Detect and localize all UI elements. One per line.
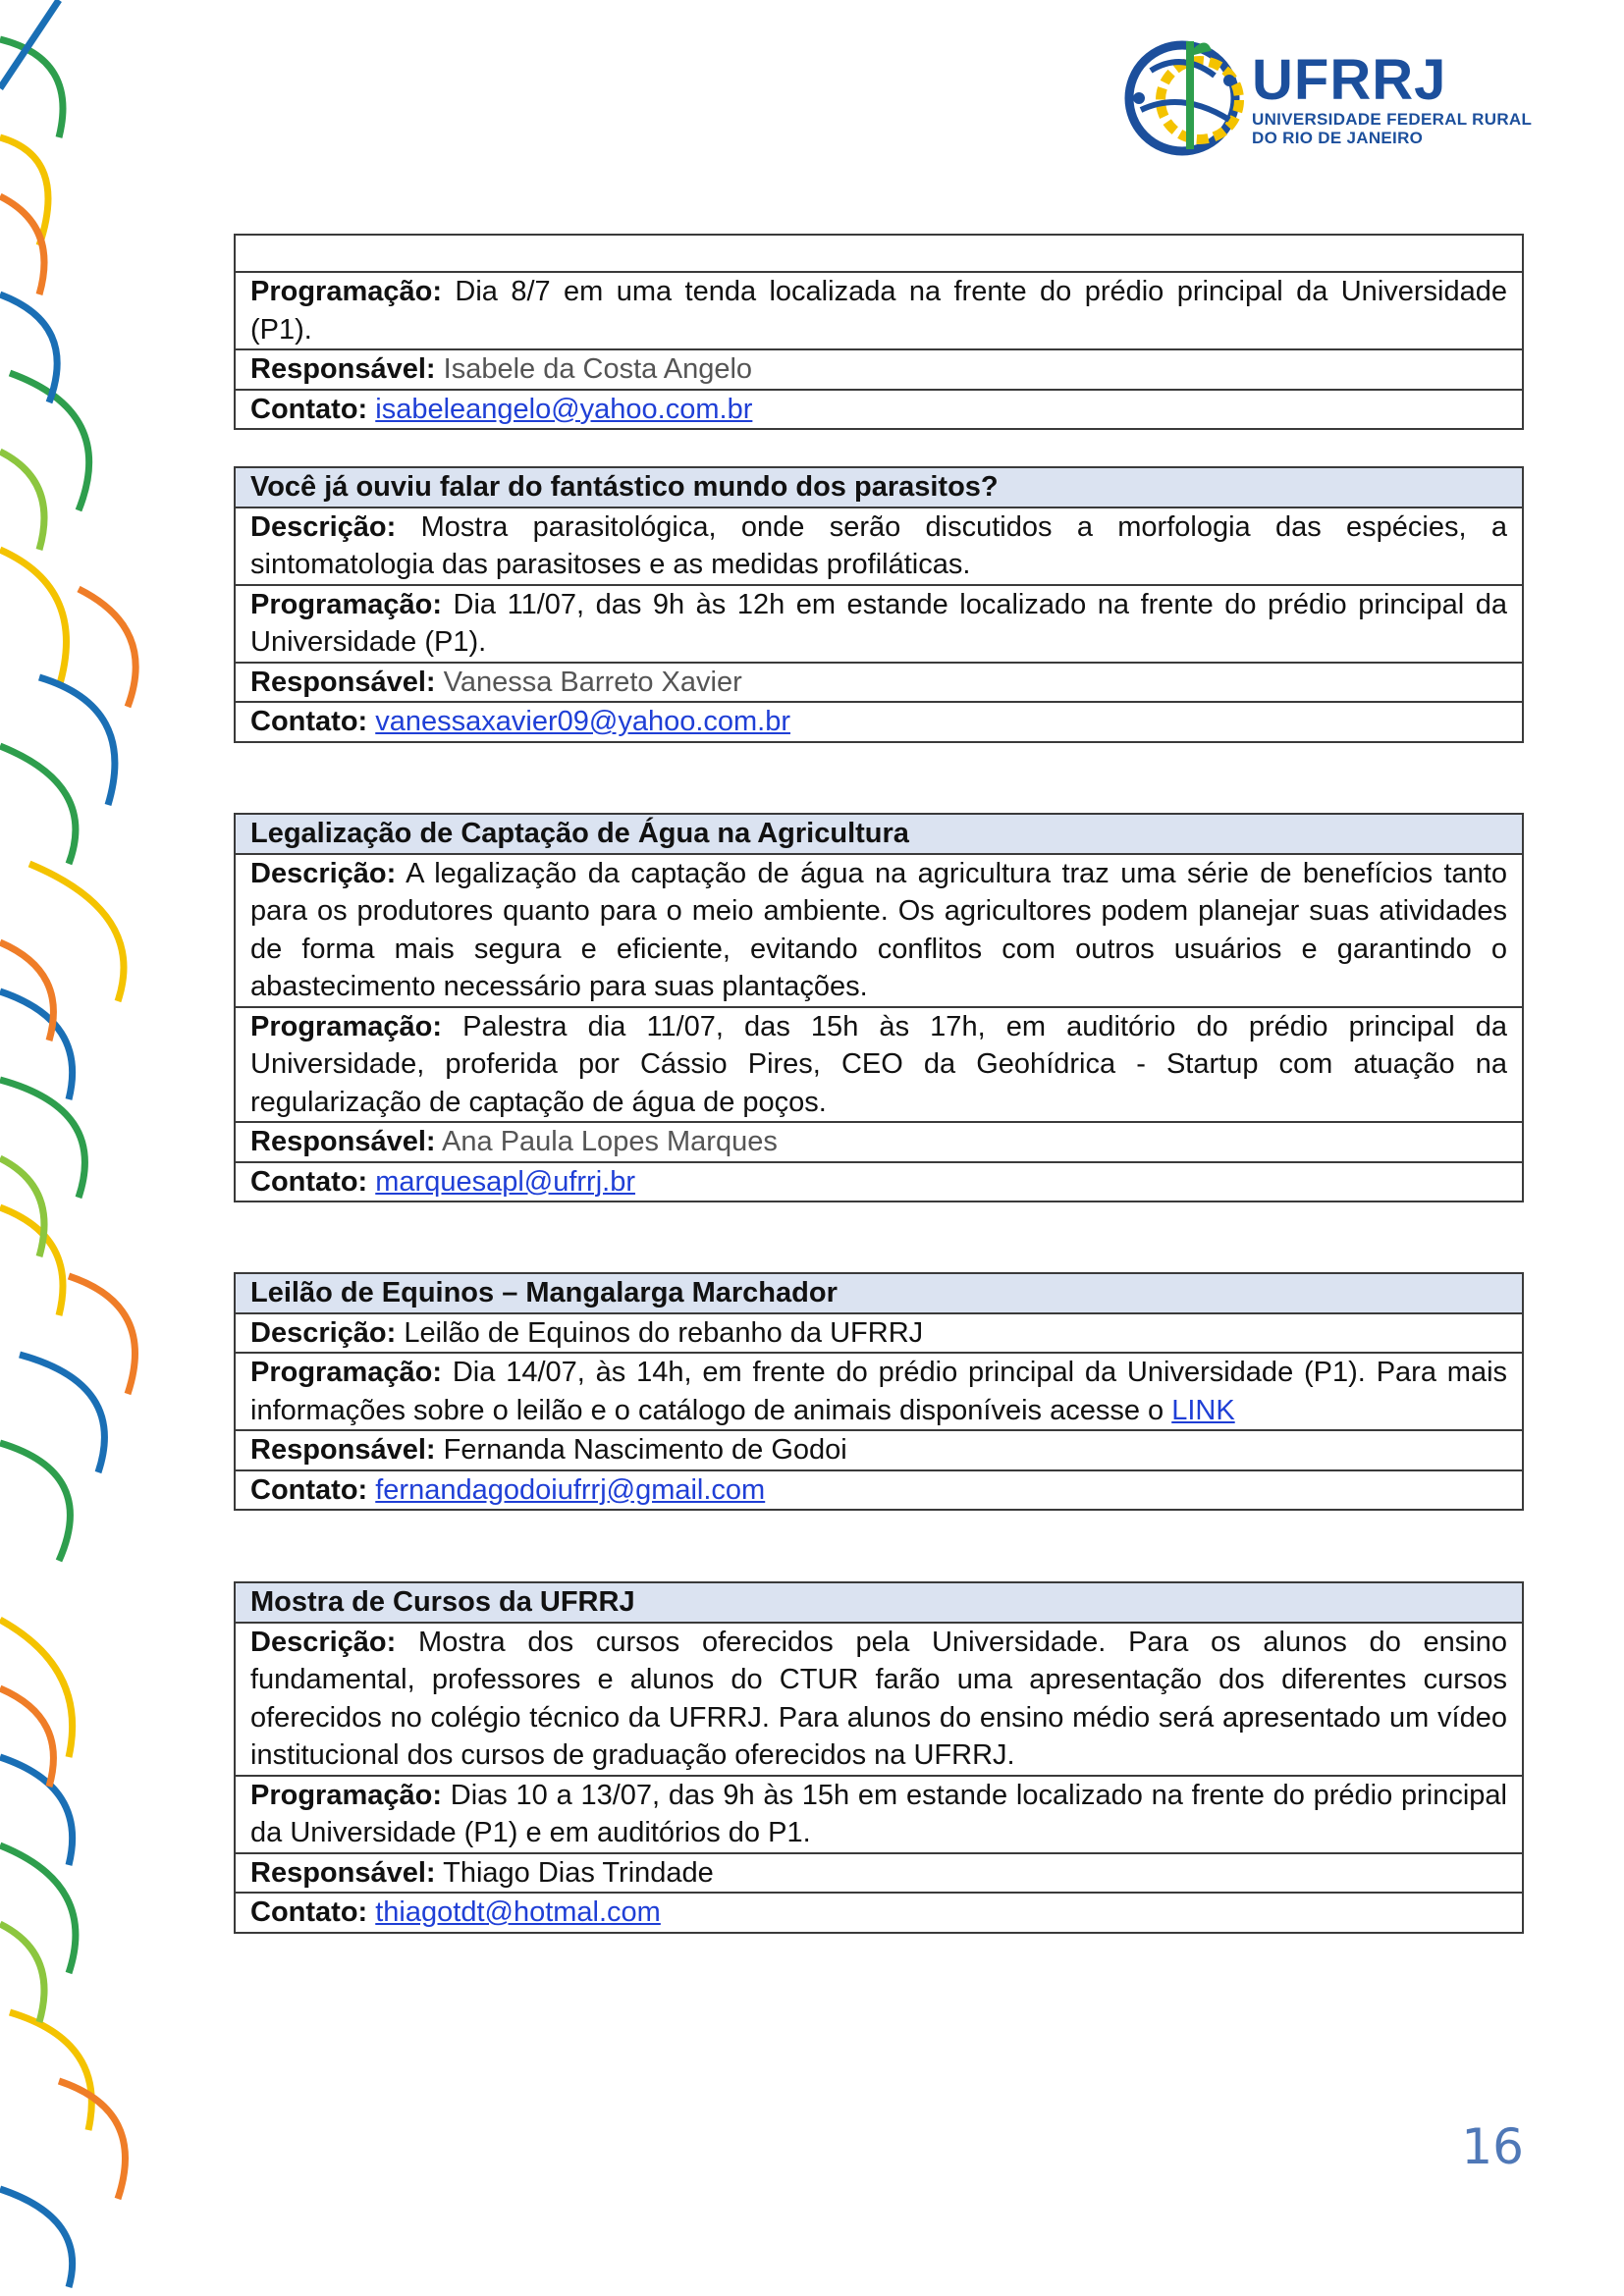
catalog-link[interactable]: LINK xyxy=(1171,1394,1235,1426)
logo-line1: UNIVERSIDADE FEDERAL RURAL xyxy=(1252,110,1533,129)
responsavel-name: Ana Paula Lopes Marques xyxy=(442,1126,778,1157)
responsavel-name: Vanessa Barreto Xavier xyxy=(443,666,742,698)
responsavel-name: Thiago Dias Trindade xyxy=(443,1856,714,1889)
responsavel-label: Responsável: xyxy=(250,1856,436,1889)
event-title: Leilão de Equinos – Mangalarga Marchador xyxy=(235,1273,1523,1313)
contato-email-link[interactable]: vanessaxavier09@yahoo.com.br xyxy=(375,706,791,737)
university-logo xyxy=(1252,48,1533,147)
logo-acronym: UFRRJ xyxy=(1252,48,1447,112)
event-table-4 xyxy=(234,1272,1524,1511)
event-table-2 xyxy=(234,466,1524,743)
contato-email-link[interactable]: marquesapl@ufrrj.br xyxy=(375,1165,636,1198)
responsavel-label: Responsável: xyxy=(250,666,436,698)
contato-label: Contato: xyxy=(250,1473,368,1506)
descricao-label: Descrição: xyxy=(250,1626,397,1658)
responsavel-row xyxy=(235,1430,1523,1470)
contato-label: Contato: xyxy=(250,1165,368,1198)
programacao-label: Programação: xyxy=(250,1357,443,1388)
programacao-text: Palestra dia 11/07, das 15h às 17h, em auditório do prédio principal da Universidade, proferida por Cássio Pires, CEO da Geohídrica - Startup com atuação na regularização de captação de água de poços. xyxy=(250,1010,1507,1118)
event-title: Você já ouviu falar do fantástico mundo dos parasitos? xyxy=(235,467,1523,507)
descricao-row xyxy=(235,1623,1523,1776)
logo-line2: DO RIO DE JANEIRO xyxy=(1252,129,1424,147)
responsavel-name: Fernanda Nascimento de Godoi xyxy=(443,1434,847,1466)
descricao-text: Mostra parasitológica, onde serão discutidos a morfologia das espécies, a sintomatologia das parasitoses e as medidas profiláticas. xyxy=(250,510,1507,580)
contato-row xyxy=(235,1893,1523,1933)
programacao-row xyxy=(235,585,1523,663)
contato-email-link[interactable]: isabeleangelo@yahoo.com.br xyxy=(375,393,753,425)
programacao-text: Dia 11/07, das 9h às 12h em estande localizado na frente do prédio principal da Universidade (P1). xyxy=(250,588,1507,658)
programacao-label: Programação: xyxy=(250,588,443,620)
blank-row xyxy=(235,235,1523,272)
contato-label: Contato: xyxy=(250,1896,368,1928)
descricao-row xyxy=(235,1313,1523,1354)
descricao-row xyxy=(235,507,1523,585)
responsavel-label: Responsável: xyxy=(250,353,436,385)
programacao-row xyxy=(235,272,1523,349)
event-table-5 xyxy=(234,1581,1524,1934)
contato-row xyxy=(235,390,1523,430)
programacao-text: Dia 8/7 em uma tenda localizada na frente do prédio principal da Universidade (P1). xyxy=(250,276,1507,346)
descricao-text: A legalização da captação de água na agricultura traz uma série de benefícios tanto para os produtores quanto para o meio ambiente. Os agricultores podem planejar suas atividades de forma mais segura e eficiente, evitando conflitos com outros usuários e garantindo o abastecimento necessário para suas plantações. xyxy=(250,857,1507,1002)
programacao-row xyxy=(235,1776,1523,1853)
event-table-3 xyxy=(234,813,1524,1202)
programacao-row xyxy=(235,1007,1523,1123)
responsavel-label: Responsável: xyxy=(250,1434,436,1466)
programacao-label: Programação: xyxy=(250,1010,443,1042)
contato-label: Contato: xyxy=(250,706,368,737)
page-number: 16 xyxy=(1461,2118,1524,2175)
descricao-label: Descrição: xyxy=(250,857,397,889)
contato-label: Contato: xyxy=(250,393,368,425)
programacao-label: Programação: xyxy=(250,276,443,307)
decorative-border xyxy=(0,0,211,2296)
event-title: Legalização de Captação de Água na Agricultura xyxy=(235,814,1523,854)
responsavel-label: Responsável: xyxy=(250,1126,436,1157)
descricao-text: Leilão de Equinos do rebanho da UFRRJ xyxy=(404,1316,924,1349)
contato-email-link[interactable]: thiagotdt@hotmal.com xyxy=(375,1896,661,1928)
contato-row xyxy=(235,1162,1523,1202)
descricao-text: Mostra dos cursos oferecidos pela Universidade. Para os alunos do ensino fundamental, professores e alunos do CTUR farão uma apresentação dos diferentes cursos oferecidos no colégio técnico da UFRRJ. Para alunos do ensino médio será apresentado um vídeo institucional dos cursos de graduação oferecidos na UFRRJ. xyxy=(250,1626,1507,1771)
descricao-label: Descrição: xyxy=(250,1316,397,1349)
responsavel-row xyxy=(235,1122,1523,1162)
responsavel-row xyxy=(235,349,1523,390)
event-title: Mostra de Cursos da UFRRJ xyxy=(235,1582,1523,1623)
event-table-1 xyxy=(234,234,1524,430)
responsavel-row xyxy=(235,663,1523,703)
programacao-text: Dia 14/07, às 14h, em frente do prédio principal da Universidade (P1). Para mais informações sobre o leilão e o catálogo de animais disponíveis acesse o xyxy=(250,1357,1508,1426)
programacao-row xyxy=(235,1353,1523,1430)
descricao-label: Descrição: xyxy=(250,510,397,543)
contato-row xyxy=(235,702,1523,742)
programacao-text: Dias 10 a 13/07, das 9h às 15h em estande localizado na frente do prédio principal da Universidade (P1) e em auditórios do P1. xyxy=(250,1779,1507,1848)
responsavel-name: Isabele da Costa Angelo xyxy=(443,353,753,385)
descricao-row xyxy=(235,854,1523,1007)
contato-email-link[interactable]: fernandagodoiufrrj@gmail.com xyxy=(375,1473,766,1506)
contato-row xyxy=(235,1470,1523,1511)
programacao-label: Programação: xyxy=(250,1779,443,1811)
responsavel-row xyxy=(235,1853,1523,1894)
